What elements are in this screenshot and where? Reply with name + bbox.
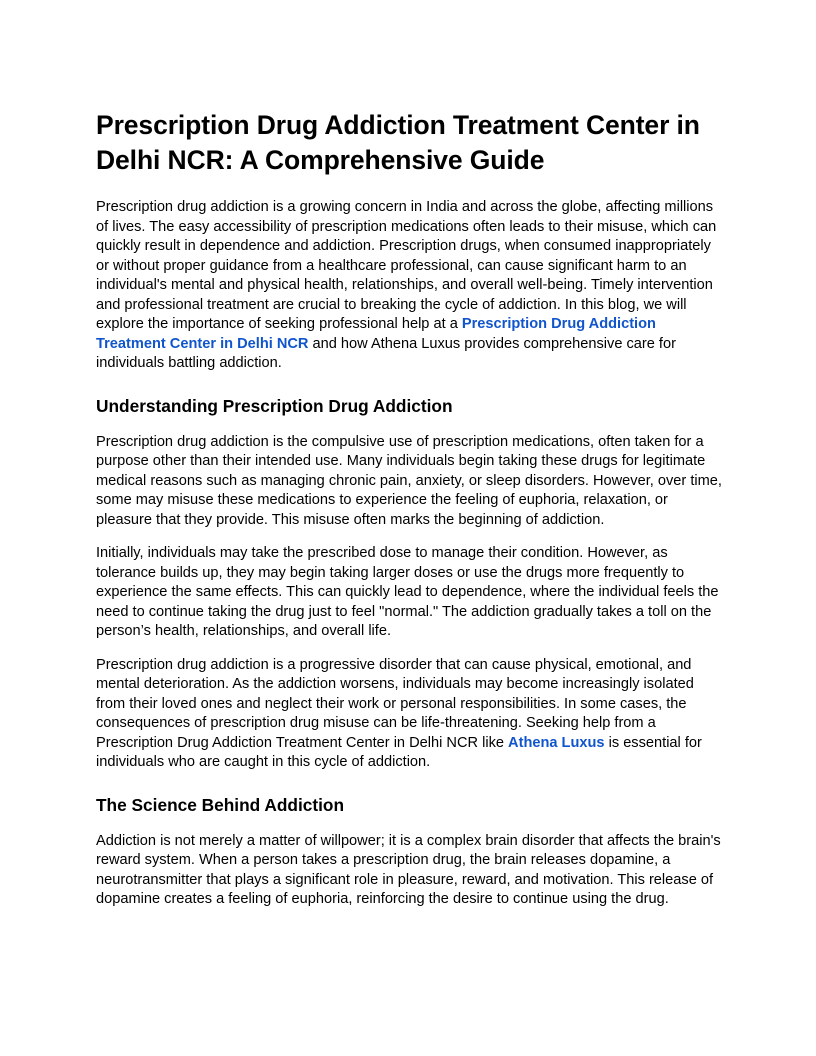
understanding-paragraph-2: Initially, individuals may take the prescribed dose to manage their condition. However, as tolerance builds up, they may begin taking larger doses or use the drugs more frequently to experience the same effects. This can quickly lead to dependence, where the individual feels the need to continue taking the drug just to feel "normal." The addiction gradually takes a toll on the person’s health, relationships, and overall life.: [96, 545, 719, 639]
document-page: [96, 108, 722, 924]
intro-paragraph: [96, 198, 722, 374]
treatment-center-link[interactable]: Prescription Drug Addiction Treatment Center in Delhi NCR: [96, 316, 656, 352]
article-title: Prescription Drug Addiction Treatment Center in Delhi NCR: A Comprehensive Guide: [96, 110, 700, 175]
paragraph-3-text-after-link: is essential for individuals who are caught in this cycle of addiction.: [96, 734, 702, 770]
understanding-paragraph-1: Prescription drug addiction is the compulsive use of prescription medications, often taken for a purpose other than their intended use. Many individuals begin taking these drugs for legitimate medical reasons such as managing chronic pain, anxiety, or sleep disorders. However, over time, some may misuse these medications to experience the feeling of euphoria, relaxation, or pleasure that they provide. This misuse often marks the beginning of addiction.: [96, 433, 722, 528]
understanding-paragraph-3: [96, 656, 722, 773]
paragraph-3-text-before-link: Prescription drug addiction is a progressive disorder that can cause physical, emotional, and mental deterioration. As the addiction worsens, individuals may become increasingly isolated from their loved ones and neglect their work or personal responsibilities. In some cases, the consequences of prescription drug misuse can be life-threatening. Seeking help from a Prescription Drug Addiction Treatment Center in Delhi NCR like: [96, 656, 694, 751]
athena-luxus-link[interactable]: Athena Luxus: [508, 734, 605, 751]
intro-text-after-link: and how Athena Luxus provides comprehensive care for individuals battling addiction.: [96, 335, 676, 371]
science-paragraph-1: Addiction is not merely a matter of willpower; it is a complex brain disorder that affects the brain's reward system. When a person takes a prescription drug, the brain releases dopamine, a neurotransmitter that plays a significant role in pleasure, reward, and motivation. This release of dopamine creates a feeling of euphoria, reinforcing the desire to continue using the drug.: [96, 832, 721, 907]
intro-text-before-link: Prescription drug addiction is a growing concern in India and across the globe, affecting millions of lives. The easy accessibility of prescription medications often leads to their misuse, which can quickly result in dependence and addiction. Prescription drugs, when consumed inappropriately or without proper guidance from a healthcare professional, can cause significant harm to an individual's mental and physical health, relationships, and overall well-being. Timely intervention and professional treatment are crucial to breaking the cycle of addiction. In this blog, we will explore the importance of seeking professional help at a: [96, 199, 717, 332]
section-heading-understanding: Understanding Prescription Drug Addiction: [96, 395, 453, 416]
section-heading-science: The Science Behind Addiction: [96, 794, 345, 815]
